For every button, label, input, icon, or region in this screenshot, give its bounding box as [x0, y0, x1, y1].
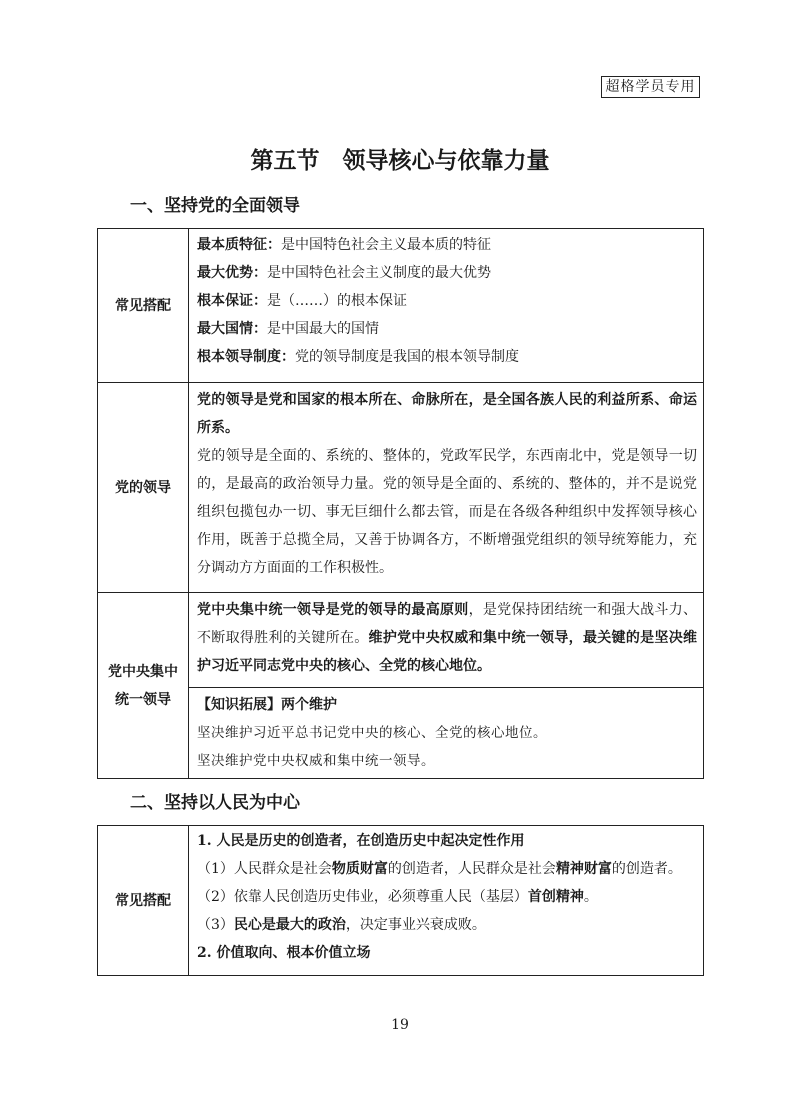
point-2: 2. 价值取向、根本价值立场 — [197, 945, 371, 961]
row-label-leadership: 党的领导 — [98, 383, 189, 593]
list-item: 根本保证：是（……）的根本保证 — [197, 293, 407, 309]
list-item: 最大国情：是中国最大的国情 — [197, 321, 379, 337]
list-item: 根本领导制度：党的领导制度是我国的根本领导制度 — [197, 349, 519, 365]
section2-table — [97, 825, 704, 976]
list-item: 坚决维护习近平总书记党中央的核心、全党的核心地位。 — [197, 725, 547, 741]
section2-heading: 二、坚持以人民为中心 — [130, 793, 300, 813]
list-item: 最本质特征：是中国特色社会主义最本质的特征 — [197, 237, 491, 253]
row-content-central — [189, 593, 704, 688]
leadership-paragraph: 党的领导是全面的、系统的、整体的，党政军民学，东西南北中，党是领导一切的，是最高的政治领导力量。党的领导是全面的、系统的、整体的，并不是说党组织包揽包办一切、事无巨细什么都去管，而是在各级各种组织中发挥领导核心作用，既善于总揽全局，又善于协调各方，不断增强党组织的领导统筹能力，充分调动方方面面的工作积极性。 — [197, 448, 697, 576]
sub-point-3: （3）民心是最大的政治，决定事业兴衰成败。 — [197, 917, 486, 933]
row-content-common-2 — [189, 826, 704, 976]
point-1: 1. 人民是历史的创造者，在创造历史中起决定性作用 — [197, 833, 525, 849]
row-content-leadership — [189, 383, 704, 593]
list-item: 坚决维护党中央权威和集中统一领导。 — [197, 753, 435, 769]
central-paragraph: 党中央集中统一领导是党的领导的最高原则，是党保持团结统一和强大战斗力、不断取得胜利的关键所在。维护党中央权威和集中统一领导，最关键的是坚决维护习近平同志党中央的核心、全党的核心地位。 — [197, 602, 698, 674]
row-label-common-2: 常见搭配 — [98, 826, 189, 976]
row-label-common: 常见搭配 — [98, 229, 189, 383]
row-label-central: 党中央集中 统一领导 — [98, 593, 189, 779]
sub-point-2: （2）依靠人民创造历史伟业，必须尊重人民（基层）首创精神。 — [197, 889, 598, 905]
table-row-common — [98, 229, 704, 383]
sub-point-1: （1）人民群众是社会物质财富的创造者，人民群众是社会精神财富的创造者。 — [197, 861, 682, 877]
table-row-extension — [98, 688, 704, 779]
section1-heading: 一、坚持党的全面领导 — [130, 196, 300, 216]
exclusive-tag: 超格学员专用 — [601, 76, 700, 98]
table-row-common-2 — [98, 826, 704, 976]
page-number: 19 — [391, 1017, 409, 1033]
list-item: 最大优势：是中国特色社会主义制度的最大优势 — [197, 265, 491, 281]
row-content-extension — [189, 688, 704, 779]
table-row-central — [98, 593, 704, 688]
leadership-bold-paragraph: 党的领导是党和国家的根本所在、命脉所在，是全国各族人民的利益所系、命运所系。 — [197, 392, 697, 436]
page-title: 第五节 领导核心与依靠力量 — [250, 147, 550, 174]
section1-table — [97, 228, 704, 779]
row-content-common — [189, 229, 704, 383]
table-row-leadership — [98, 383, 704, 593]
extension-title: 【知识拓展】两个维护 — [197, 697, 337, 713]
